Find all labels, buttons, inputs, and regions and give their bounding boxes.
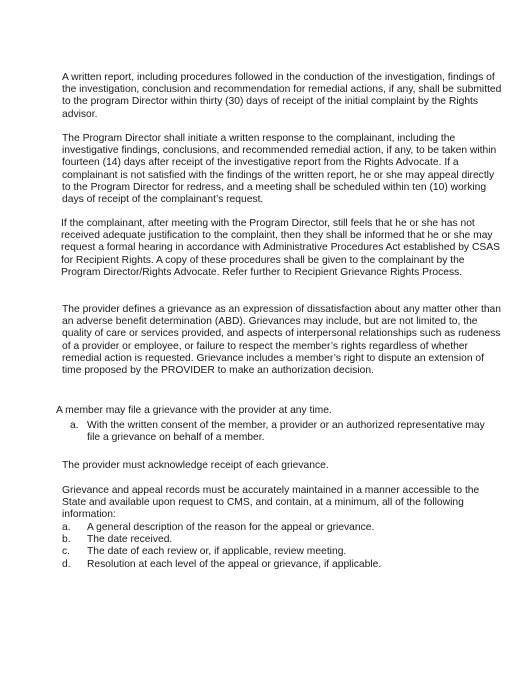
paragraph-acknowledge-receipt: The provider must acknowledge receipt of each grievance. xyxy=(62,460,329,471)
required-information-list xyxy=(62,522,502,571)
list-marker: a. xyxy=(70,420,79,431)
paragraph-records-maintained: Grievance and appeal records must be accurately maintained in a manner accessible to the State and available upon request to CMS, and contain, at a minimum, all of the following information: xyxy=(62,485,480,521)
list-item xyxy=(62,559,502,571)
list-item-text: The date received. xyxy=(87,534,173,546)
paragraph-written-report: A written report, including procedures followed in the conduction of the investigation, findings of the investigation, conclusion and recommendation for remedial actions, if any, shall be submitted to the program Director within thirty (30) days of receipt of the initial complaint by the Rights advisor. xyxy=(62,72,502,120)
list-item xyxy=(62,546,502,558)
list-marker: d. xyxy=(62,558,71,570)
paragraph-file-grievance: A member may file a grievance with the provider at any time. xyxy=(56,405,332,416)
list-item-text: The date of each review or, if applicable, review meeting. xyxy=(87,546,347,558)
list-item xyxy=(62,522,502,534)
paragraph-grievance-definition: The provider defines a grievance as an expression of dissatisfaction about any matter other than an adverse benefit determination (ABD). Grievances may include, but are not limited to, the quality of care or services provided, and aspects of interpersonal relationships such as rudeness of a provider or employee, or failure to respect the member’s rights regardless of whether remedial action is requested. Grievance includes a member’s right to dispute an extension of time proposed by the PROVIDER to make an authorization decision. xyxy=(62,304,502,377)
list-marker: c. xyxy=(62,546,71,558)
list-item-text: With the written consent of the member, a provider or an authorized representative may file a grievance on behalf of a member. xyxy=(87,420,485,444)
paragraph-program-director-response: The Program Director shall initiate a written response to the complainant, including the investigative findings, conclusions, and recommended remedial action, if any, to be taken within fourteen (14) days after receipt of the investigative report from the Rights Advocate. If a complainant is not satisfied with the findings of the written report, he or she may appeal directly to the Program Director for redress, and a meeting shall be scheduled within ten (10) working days of receipt of the complainant’s request. xyxy=(62,133,497,206)
paragraph-formal-hearing: If the complainant, after meeting with the Program Director, still feels that he or she has not received adequate justification to the complaint, then they shall be informed that he or she may request a formal hearing in accordance with Administrative Procedures Act established by CSAS for Recipient Rights. A copy of these procedures shall be given to the complainant by the Program Director/Rights Advocate. Refer further to Recipient Grievance Rights Process. xyxy=(61,218,500,278)
list-item-text: Resolution at each level of the appeal or grievance, if applicable. xyxy=(87,558,382,570)
list-marker: a. xyxy=(62,522,71,533)
list-marker: b. xyxy=(62,534,71,546)
list-item-text: A general description of the reason for the appeal or grievance. xyxy=(87,522,375,533)
list-item xyxy=(62,534,502,546)
